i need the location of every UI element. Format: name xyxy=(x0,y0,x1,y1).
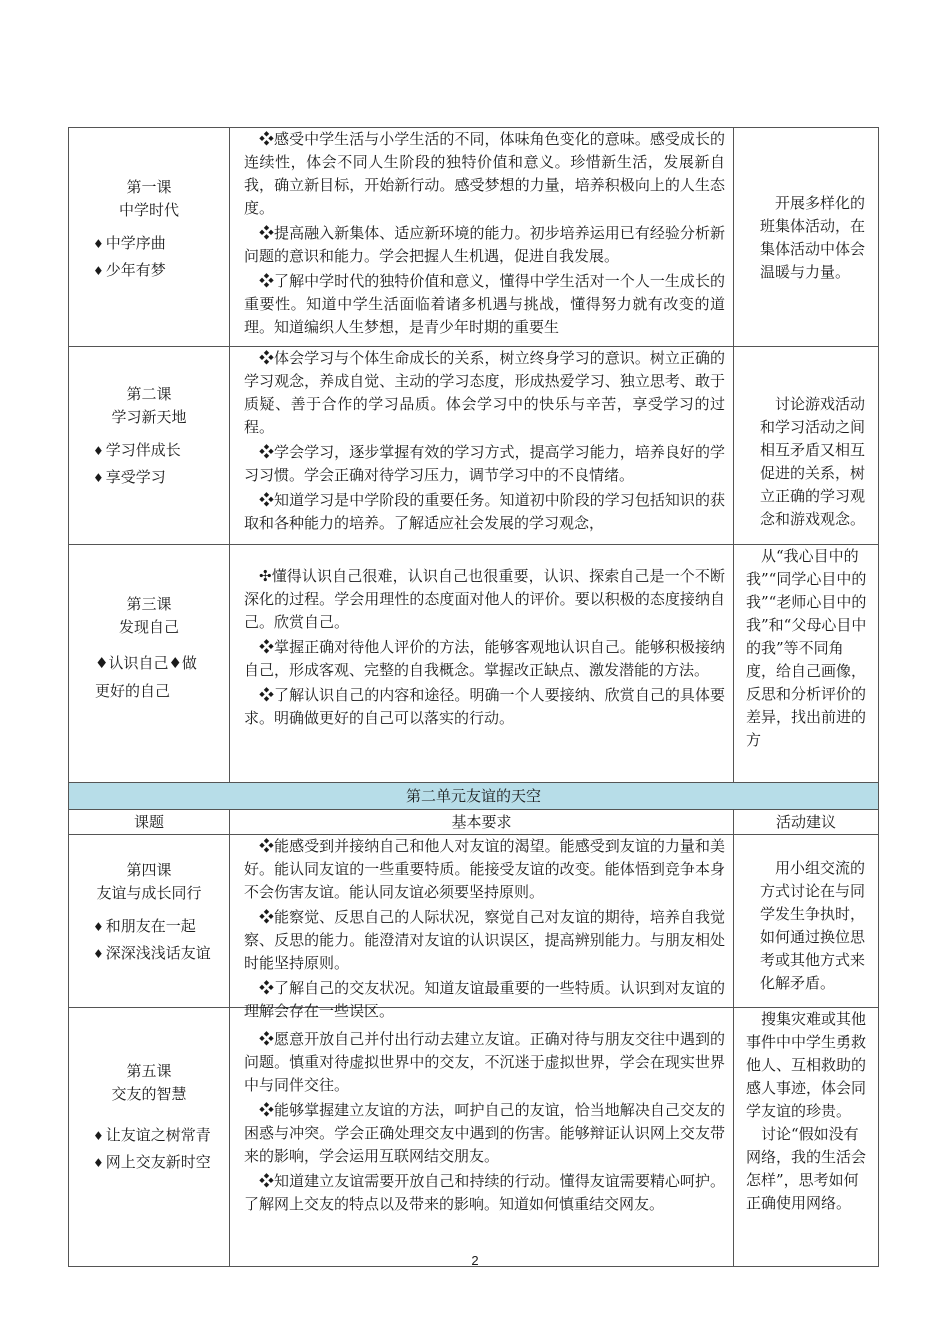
lesson-name: 友谊与成长同行 xyxy=(96,884,202,902)
requirements-cell xyxy=(230,1008,734,1267)
topic-item: ♦ 让友谊之树常青 xyxy=(93,1126,211,1144)
lesson-number: 第一课 xyxy=(126,178,172,196)
topic-item: ♦ 中学序曲 xyxy=(93,234,166,252)
requirement-bullet-icon: ❖ xyxy=(259,1172,275,1190)
topic-item: ♦ 学习伴成长 xyxy=(93,441,181,459)
activity-text: 开展多样化的班集体活动，在集体活动中体会温暖与力量。 xyxy=(760,194,866,281)
activity-cell xyxy=(734,835,879,1008)
lesson-title-cell xyxy=(69,347,230,545)
topic-item: ♦ 网上交友新时空 xyxy=(93,1153,211,1171)
requirement-paragraph: ✣懂得认识自己很难，认识自己也很重要，认识、探索自己是一个不断深化的过程。学会用理性的态度面对他人的评价。要以积极的态度接纳自己。欣赏自己。 xyxy=(244,567,725,631)
lesson-row xyxy=(69,1008,879,1267)
curriculum-table xyxy=(68,127,879,1267)
diamond-bullet-icon: ♦ xyxy=(93,947,104,961)
lesson-row xyxy=(69,128,879,347)
lesson-title-cell xyxy=(69,835,230,1008)
unit-title: 第二单元友谊的天空 xyxy=(69,783,879,810)
diamond-bullet-icon: ♦ xyxy=(93,471,104,485)
requirements-cell xyxy=(230,128,734,347)
requirement-bullet-icon: ❖ xyxy=(259,837,275,855)
requirement-paragraph: ❖了解认识自己的内容和途径。明确一个人要接纳、欣赏自己的具体要求。明确做更好的自己可以落实的行动。 xyxy=(244,686,725,727)
lesson-name: 学习新天地 xyxy=(111,408,187,426)
diamond-bullet-icon: ♦ xyxy=(93,1129,104,1143)
lesson-title-cell xyxy=(69,545,230,783)
activity-text: 从“我心目中的我”“同学心目中的我”“老师心目中的我”和“父母心目中的我”等不同角度，给自己画像，反思和分析评价的差异，找出前进的方 xyxy=(746,547,867,749)
column-header: 活动建议 xyxy=(734,810,879,835)
activity-cell xyxy=(734,1008,879,1267)
requirement-bullet-icon: ❖ xyxy=(259,908,275,926)
requirement-bullet-icon: ✣ xyxy=(259,567,272,585)
requirement-bullet-icon: ❖ xyxy=(259,686,275,704)
requirements-cell xyxy=(230,347,734,545)
topic-item: ♦ 深深浅浅话友谊 xyxy=(93,944,211,962)
requirements-cell xyxy=(230,835,734,1020)
activity-cell xyxy=(734,545,879,783)
requirement-paragraph: ❖掌握正确对待他人评价的方法，能够客观地认识自己。能够积极接纳自己，形成客观、完整的自我概念。掌握改正缺点、激发潜能的方法。 xyxy=(244,638,725,679)
requirement-paragraph: ❖了解自己的交友状况。知道友谊最重要的一些特质。认识到对友谊的理解会存在一些误区。 xyxy=(244,979,725,1020)
diamond-bullet-icon: ♦ xyxy=(93,1156,104,1170)
requirement-bullet-icon: ❖ xyxy=(259,272,275,290)
lesson-name: 交友的智慧 xyxy=(111,1085,187,1103)
requirement-paragraph: ❖提高融入新集体、适应新环境的能力。初步培养运用已有经验分析新问题的意识和能力。学会把握人生机遇，促进自我发展。 xyxy=(244,224,725,265)
lesson-number: 第二课 xyxy=(126,385,172,403)
lesson-row xyxy=(69,545,879,783)
activity-cell xyxy=(734,128,879,347)
requirement-bullet-icon: ❖ xyxy=(259,443,275,461)
lesson-name: 发现自己 xyxy=(118,618,179,636)
page-number: 2 xyxy=(471,1253,479,1268)
activity-text: 讨论“假如没有网络，我的生活会怎样”，思考如何正确使用网络。 xyxy=(746,1125,867,1212)
requirement-bullet-icon: ❖ xyxy=(259,349,275,367)
requirement-bullet-icon: ❖ xyxy=(259,130,275,148)
requirement-bullet-icon: ❖ xyxy=(259,979,275,997)
column-header: 基本要求 xyxy=(230,810,734,835)
topic-item: ♦ 享受学习 xyxy=(93,468,166,486)
activity-text: 搜集灾难或其他事件中中学生勇救他人、互相救助的感人事迹，体会同学友谊的珍贵。 xyxy=(746,1010,867,1120)
lesson-title-cell xyxy=(69,1008,230,1267)
diamond-bullet-icon: ♦ xyxy=(93,264,104,278)
requirement-bullet-icon: ❖ xyxy=(259,1101,275,1119)
requirement-bullet-icon: ❖ xyxy=(259,224,275,242)
diamond-bullet-icon: ♦ xyxy=(93,444,104,458)
requirement-paragraph: ❖愿意开放自己并付出行动去建立友谊。正确对待与朋友交往中遇到的问题。慎重对待虚拟世界中的交友，不沉迷于虚拟世界，学会在现实世界中与同伴交往。 xyxy=(244,1030,725,1094)
lesson-row xyxy=(69,835,879,1008)
topic-item: ♦ 和朋友在一起 xyxy=(93,917,196,935)
topic-line: ♦认识自己♦做更好的自己 xyxy=(95,654,197,700)
requirement-paragraph: ❖能够掌握建立友谊的方法，呵护自己的友谊，恰当地解决自己交友的困惑与冲突。学会正确处理交友中遇到的伤害。能够辩证认识网上交友带来的影响，学会运用互联网结交朋友。 xyxy=(244,1101,725,1165)
requirement-paragraph: ❖了解中学时代的独特价值和意义，懂得中学生活对一个人一生成长的重要性。知道中学生活面临着诸多机遇与挑战，懂得努力就有改变的道理。知道编织人生梦想，是青少年时期的重要生 xyxy=(244,272,725,336)
requirement-paragraph: ❖能察觉、反思自己的人际状况，察觉自己对友谊的期待，培养自我觉察、反思的能力。能澄清对友谊的认识误区，提高辨别能力。与朋友相处时能坚持原则。 xyxy=(244,908,725,972)
requirement-bullet-icon: ❖ xyxy=(259,491,275,509)
lesson-number: 第四课 xyxy=(126,861,172,879)
requirement-paragraph: ❖知道学习是中学阶段的重要任务。知道初中阶段的学习包括知识的获取和各种能力的培养。了解适应社会发展的学习观念， xyxy=(244,491,725,532)
diamond-bullet-icon: ♦ xyxy=(93,920,104,934)
requirement-paragraph: ❖能感受到并接纳自己和他人对友谊的渴望。能感受到友谊的力量和美好。能认同友谊的一些重要特质。能接受友谊的改变。能体悟到竞争本身不会伤害友谊。能认同友谊必须要坚持原则。 xyxy=(244,837,725,901)
lesson-row xyxy=(69,347,879,545)
lesson-number: 第五课 xyxy=(126,1062,172,1080)
activity-text: 用小组交流的方式讨论在与同学发生争执时，如何通过换位思考或其他方式来化解矛盾。 xyxy=(760,859,866,992)
activity-cell xyxy=(734,347,879,545)
lesson-title-cell xyxy=(69,128,230,347)
column-header-row xyxy=(69,810,879,835)
activity-text: 讨论游戏活动和学习活动之间相互矛盾又相互促进的关系，树立正确的学习观念和游戏观念。 xyxy=(760,395,866,528)
requirement-paragraph: ❖体会学习与个体生命成长的关系，树立终身学习的意识。树立正确的学习观念，养成自觉、主动的学习态度，形成热爱学习、独立思考、敢于质疑、善于合作的学习品质。体会学习中的快乐与辛苦，享受学习的过程。 xyxy=(244,349,725,436)
lesson-name: 中学时代 xyxy=(118,201,179,219)
requirement-bullet-icon: ❖ xyxy=(259,638,275,656)
requirement-bullet-icon: ❖ xyxy=(259,1030,275,1048)
requirement-paragraph: ❖学会学习，逐步掌握有效的学习方式，提高学习能力，培养良好的学习习惯。学会正确对待学习压力，调节学习中的不良情绪。 xyxy=(244,443,725,484)
requirement-paragraph: ❖知道建立友谊需要开放自己和持续的行动。懂得友谊需要精心呵护。了解网上交友的特点以及带来的影响。知道如何慎重结交网友。 xyxy=(244,1172,725,1213)
diamond-bullet-icon: ♦ xyxy=(93,237,104,251)
unit-title-row xyxy=(69,783,879,810)
topic-item: ♦ 少年有梦 xyxy=(93,261,166,279)
requirements-cell xyxy=(230,545,734,783)
column-header: 课题 xyxy=(69,810,230,835)
lesson-number: 第三课 xyxy=(126,595,172,613)
requirement-paragraph: ❖感受中学生活与小学生活的不同，体味角色变化的意味。感受成长的连续性，体会不同人生阶段的独特价值和意义。珍惜新生活，发展新自我，确立新目标，开始新行动。感受梦想的力量，培养积极向上的人生态度。 xyxy=(244,130,725,217)
